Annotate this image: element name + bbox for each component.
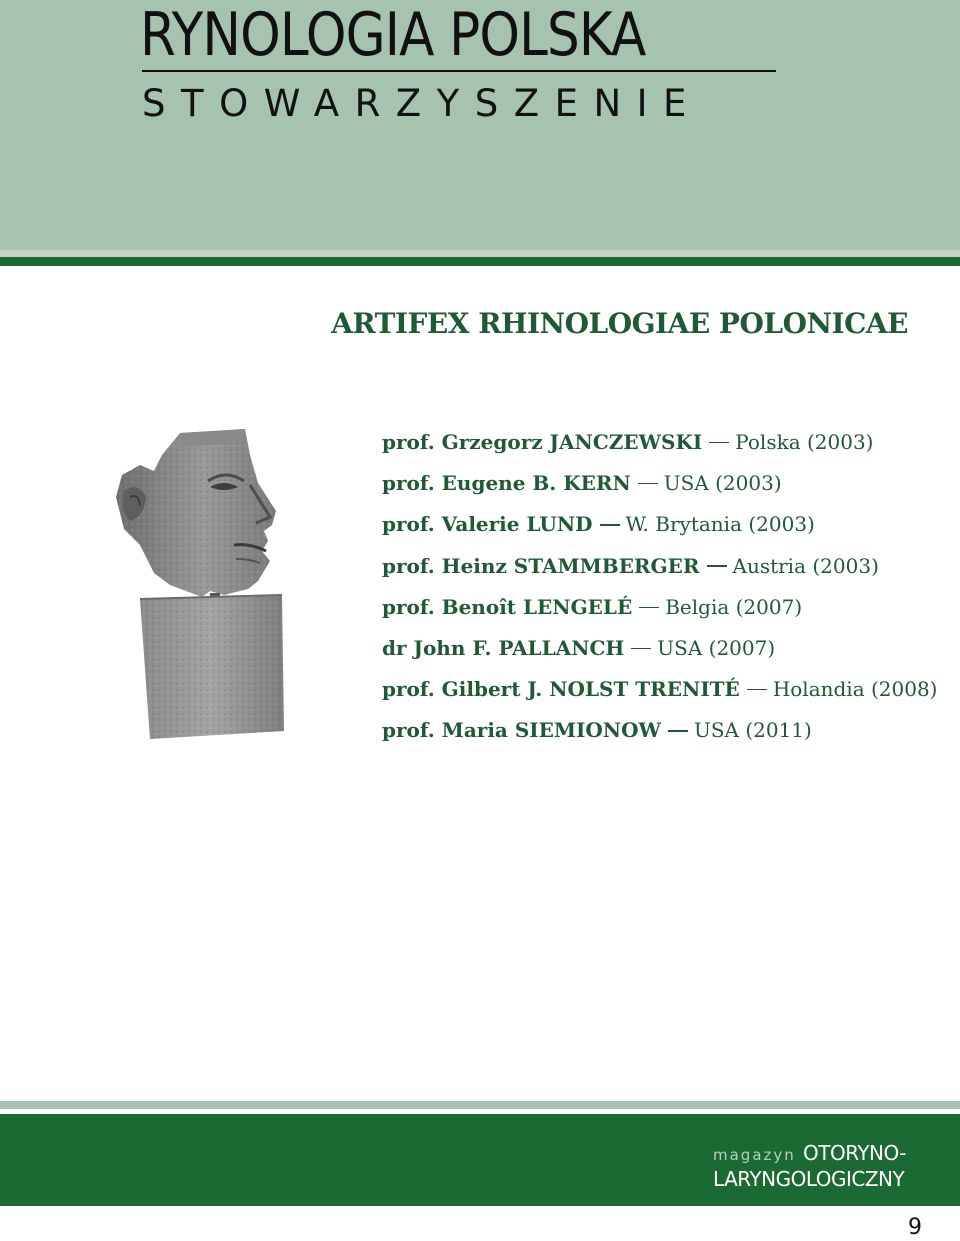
laureate-entry	[382, 587, 942, 628]
laureate-country-year: Austria (2003)	[732, 553, 879, 578]
laureate-list	[382, 422, 942, 752]
header-stripe-light	[0, 250, 960, 257]
sculpture-image	[110, 425, 290, 745]
laureate-name: dr John F. PALLANCH	[382, 636, 625, 661]
dash-separator	[668, 730, 688, 732]
dash-separator	[600, 524, 620, 526]
laureate-country-year: Holandia (2008)	[772, 677, 938, 702]
dash-separator	[631, 648, 651, 650]
laureate-country-year: USA (2007)	[657, 636, 776, 661]
footer-stripe-light	[0, 1101, 960, 1109]
laureate-country-year: Belgia (2007)	[665, 594, 803, 619]
header-stripe-dark	[0, 257, 960, 266]
laureate-entry	[382, 422, 942, 463]
laureate-country-year: USA (2003)	[663, 471, 782, 496]
laureate-name: prof. Maria SIEMIONOW	[382, 718, 661, 743]
page-title: ARTIFEX RHINOLOGIAE POLONICAE	[331, 307, 908, 340]
laureate-country-year: Polska (2003)	[735, 430, 874, 454]
laureate-entry	[382, 463, 942, 504]
laureate-entry	[382, 669, 942, 710]
page-number: 9	[908, 1215, 922, 1240]
magazine-prefix: magazyn	[713, 1146, 796, 1164]
dash-separator	[639, 607, 659, 609]
laureate-entry	[382, 628, 942, 669]
dash-separator	[709, 442, 729, 444]
dash-separator	[638, 483, 658, 485]
laureate-name: prof. Gilbert J. NOLST TRENITÉ	[382, 677, 740, 702]
dash-separator	[747, 689, 767, 691]
brand-divider	[142, 70, 776, 72]
laureate-name: prof. Eugene B. KERN	[382, 471, 631, 496]
laureate-country-year: USA (2011)	[693, 718, 812, 743]
laureate-country-year: W. Brytania (2003)	[625, 512, 815, 537]
laureate-entry	[382, 546, 942, 587]
brand-subtitle: STOWARZYSZENIE	[142, 82, 702, 125]
laureate-name: prof. Valerie LUND	[382, 512, 593, 537]
laureate-entry	[382, 504, 942, 545]
laureate-entry	[382, 710, 942, 751]
laureate-name: prof. Heinz STAMMBERGER	[382, 553, 700, 578]
laureate-name: prof. Benoît LENGELÉ	[382, 594, 633, 619]
dash-separator	[707, 565, 727, 567]
brand-title: RYNOLOGIA POLSKA	[140, 0, 646, 70]
magazine-title-line2: LARYNGOLOGICZNY	[713, 1167, 905, 1191]
laureate-name: prof. Grzegorz JANCZEWSKI	[382, 430, 703, 454]
magazine-title-line1: OTORYNO-	[803, 1141, 907, 1165]
